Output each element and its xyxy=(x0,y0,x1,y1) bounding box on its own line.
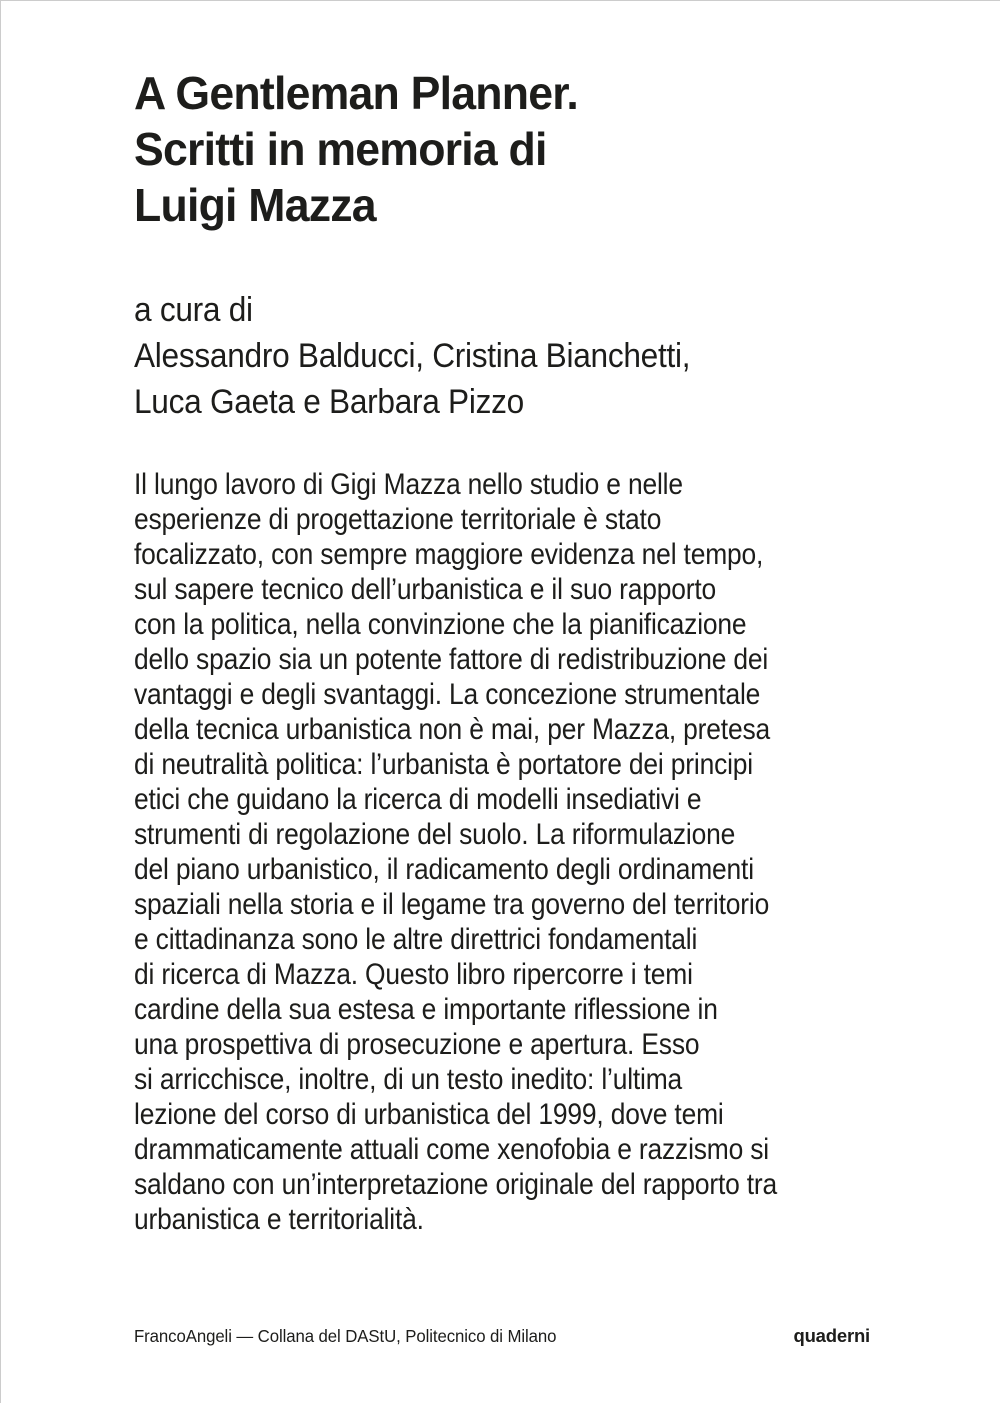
text-line: spaziali nella storia e il legame tra governo del territorio xyxy=(134,888,770,921)
text-line: del piano urbanistico, il radicamento degli ordinamenti xyxy=(134,853,754,886)
text-line: urbanistica e territorialità. xyxy=(134,1203,424,1236)
abstract-text xyxy=(134,467,777,1237)
text-line: e cittadinanza sono le altre direttrici fondamentali xyxy=(134,923,698,956)
text-line: cardine della sua estesa e importante riflessione in xyxy=(134,993,718,1026)
text-line: a cura di xyxy=(134,291,253,329)
text-line: di neutralità politica: l’urbanista è portatore dei principi xyxy=(134,748,753,781)
text-line: drammaticamente attuali come xenofobia e razzismo si xyxy=(134,1133,770,1166)
text-line: Il lungo lavoro di Gigi Mazza nello studio e nelle xyxy=(134,468,683,501)
book-title xyxy=(134,65,578,233)
series-logo: quaderni xyxy=(793,1325,870,1346)
text-line: si arricchisce, inoltre, di un testo inedito: l’ultima xyxy=(134,1063,683,1096)
text-line: con la politica, nella convinzione che la pianificazione xyxy=(134,608,747,641)
text-line: una prospettiva di prosecuzione e apertura. Esso xyxy=(134,1028,700,1061)
text-line: Alessandro Balducci, Cristina Bianchetti, xyxy=(134,337,691,375)
text-line: Luca Gaeta e Barbara Pizzo xyxy=(134,383,524,421)
text-line: vantaggi e degli svantaggi. La concezione strumentale xyxy=(134,678,761,711)
text-line: dello spazio sia un potente fattore di redistribuzione dei xyxy=(134,643,769,676)
text-line: strumenti di regolazione del suolo. La riformulazione xyxy=(134,818,736,851)
footer xyxy=(134,1325,870,1347)
editors-block xyxy=(134,287,690,425)
text-line: Scritti in memoria di xyxy=(134,123,547,175)
text-line: della tecnica urbanistica non è mai, per Mazza, pretesa xyxy=(134,713,771,746)
text-line: focalizzato, con sempre maggiore evidenza nel tempo, xyxy=(134,538,764,571)
text-line: Luigi Mazza xyxy=(134,179,376,231)
text-line: lezione del corso di urbanistica del 1999, dove temi xyxy=(134,1098,724,1131)
text-line: etici che guidano la ricerca di modelli insediativi e xyxy=(134,783,702,816)
text-line: A Gentleman Planner. xyxy=(134,67,579,119)
publisher-collection-note: FrancoAngeli — Collana del DAStU, Politecnico di Milano xyxy=(134,1326,557,1346)
text-line: saldano con un’interpretazione originale del rapporto tra xyxy=(134,1168,778,1201)
text-line: di ricerca di Mazza. Questo libro ripercorre i temi xyxy=(134,958,693,991)
text-line: esperienze di progettazione territoriale è stato xyxy=(134,503,662,536)
text-line: sul sapere tecnico dell’urbanistica e il suo rapporto xyxy=(134,573,717,606)
